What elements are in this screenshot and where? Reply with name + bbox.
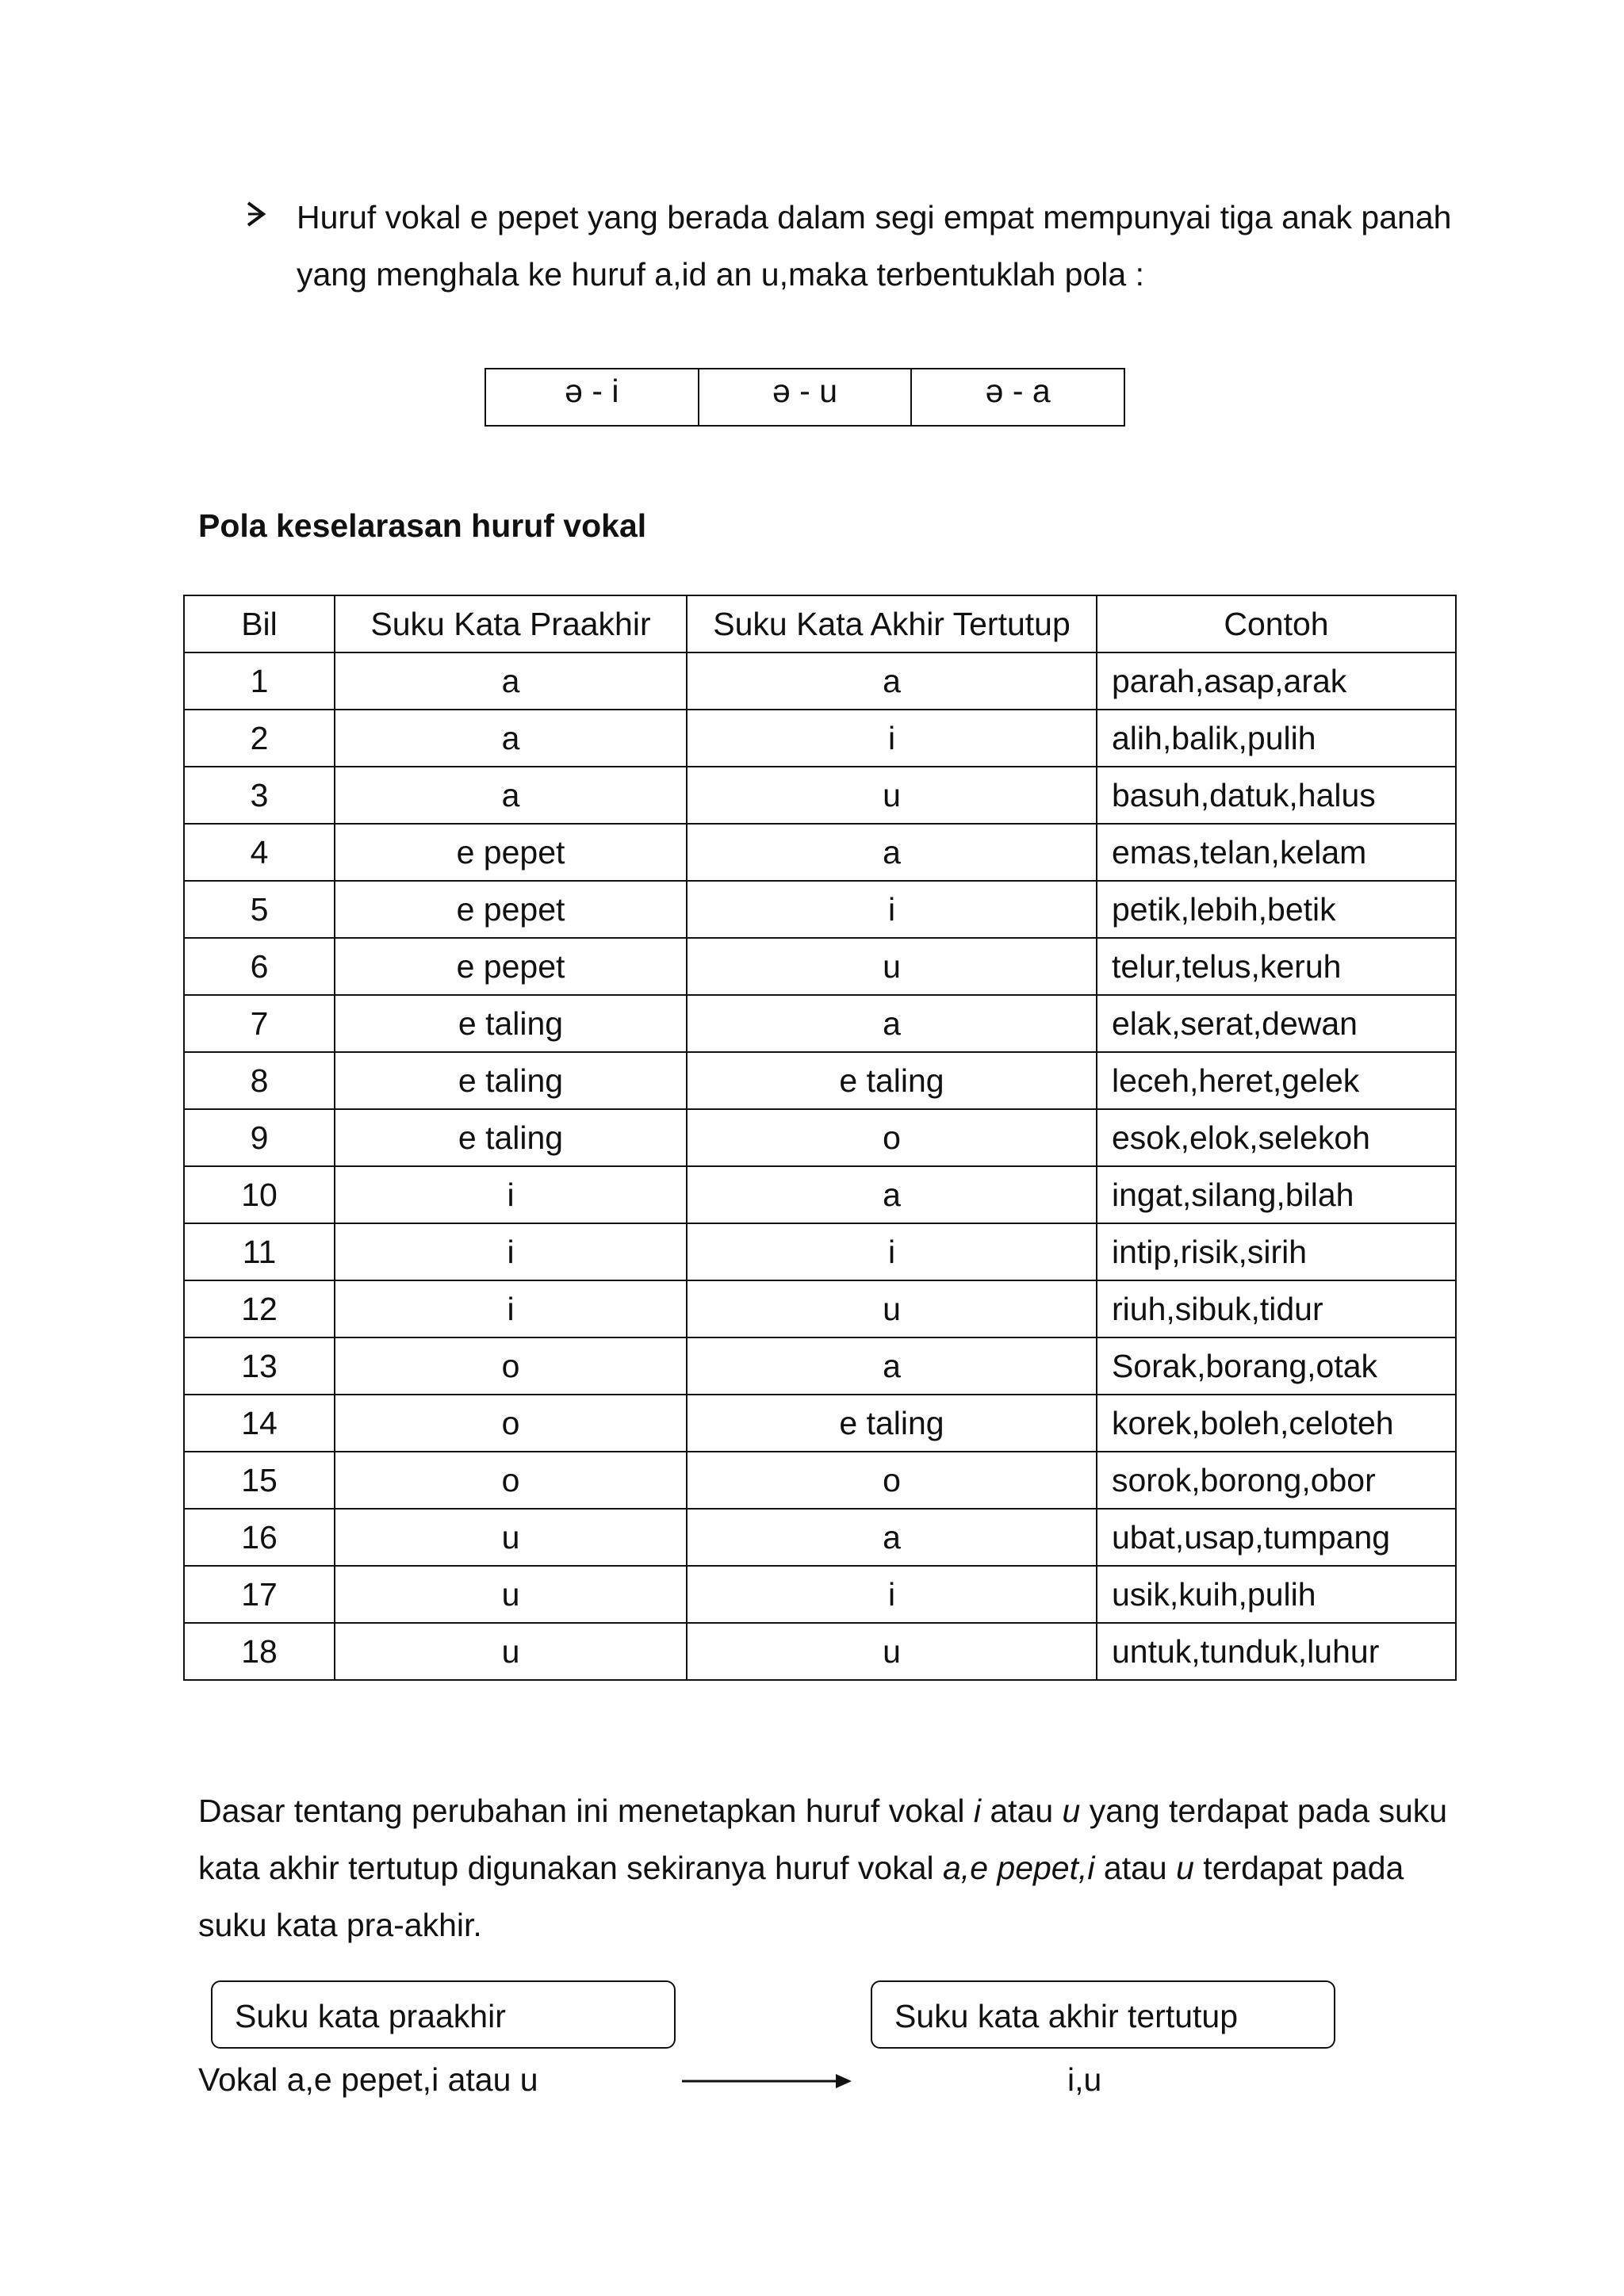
explanation-text: Dasar tentang perubahan ini menetapkan huruf vokal <box>198 1793 974 1829</box>
cell-contoh: riuh,sibuk,tidur <box>1097 1280 1456 1337</box>
cell-contoh: intip,risik,sirih <box>1097 1223 1456 1280</box>
cell-praakhir: e pepet <box>335 824 687 881</box>
cell-contoh: Sorak,borang,otak <box>1097 1337 1456 1395</box>
header-praakhir: Suku Kata Praakhir <box>335 595 687 652</box>
cell-akhir-tertutup: a <box>687 1337 1097 1395</box>
cell-praakhir: a <box>335 652 687 710</box>
explanation-emphasis: a,e pepet,i <box>943 1850 1095 1886</box>
cell-akhir-tertutup: u <box>687 1623 1097 1680</box>
table-row <box>184 1452 1456 1509</box>
explanation-text: atau <box>980 1793 1063 1829</box>
table-row <box>184 1280 1456 1337</box>
pattern-cell: ə - u <box>699 369 912 426</box>
table-row <box>184 1166 1456 1223</box>
header-bil: Bil <box>184 595 335 652</box>
cell-praakhir: i <box>335 1280 687 1337</box>
table-row <box>184 881 1456 938</box>
pattern-cell: ə - a <box>911 369 1124 426</box>
table-header-row <box>184 595 1456 652</box>
explanation-text: atau <box>1094 1850 1177 1886</box>
cell-akhir-tertutup: a <box>687 1166 1097 1223</box>
table-row <box>184 767 1456 824</box>
diagram-label-right: i,u <box>1067 2061 1102 2098</box>
table-row <box>184 824 1456 881</box>
pattern-table <box>485 368 1125 427</box>
cell-contoh: korek,boleh,celoteh <box>1097 1395 1456 1452</box>
cell-akhir-tertutup: u <box>687 938 1097 995</box>
cell-akhir-tertutup: a <box>687 824 1097 881</box>
cell-akhir-tertutup: a <box>687 652 1097 710</box>
table-row <box>184 652 1456 710</box>
cell-contoh: sorok,borong,obor <box>1097 1452 1456 1509</box>
table-row <box>184 995 1456 1052</box>
cell-contoh: alih,balik,pulih <box>1097 710 1456 767</box>
cell-contoh: petik,lebih,betik <box>1097 881 1456 938</box>
vowel-harmony-table <box>183 595 1457 1681</box>
header-contoh: Contoh <box>1097 595 1456 652</box>
diagram-box-praakhir: Suku kata praakhir <box>211 1980 676 2049</box>
explanation-emphasis: u <box>1176 1850 1194 1886</box>
cell-bil: 8 <box>184 1052 335 1109</box>
cell-praakhir: e pepet <box>335 938 687 995</box>
header-akhir-tertutup: Suku Kata Akhir Tertutup <box>687 595 1097 652</box>
cell-akhir-tertutup: i <box>687 1223 1097 1280</box>
table-row <box>184 1052 1456 1109</box>
cell-bil: 10 <box>184 1166 335 1223</box>
cell-praakhir: o <box>335 1337 687 1395</box>
cell-bil: 12 <box>184 1280 335 1337</box>
table-row <box>184 1566 1456 1623</box>
cell-bil: 5 <box>184 881 335 938</box>
cell-bil: 17 <box>184 1566 335 1623</box>
cell-contoh: parah,asap,arak <box>1097 652 1456 710</box>
cell-contoh: leceh,heret,gelek <box>1097 1052 1456 1109</box>
cell-praakhir: a <box>335 710 687 767</box>
cell-bil: 14 <box>184 1395 335 1452</box>
cell-praakhir: i <box>335 1166 687 1223</box>
explanation-emphasis: i <box>973 1793 981 1829</box>
cell-praakhir: i <box>335 1223 687 1280</box>
cell-bil: 2 <box>184 710 335 767</box>
table-row <box>184 1337 1456 1395</box>
cell-bil: 11 <box>184 1223 335 1280</box>
cell-praakhir: o <box>335 1395 687 1452</box>
cell-akhir-tertutup: o <box>687 1109 1097 1166</box>
cell-contoh: emas,telan,kelam <box>1097 824 1456 881</box>
cell-praakhir: e pepet <box>335 881 687 938</box>
cell-praakhir: a <box>335 767 687 824</box>
cell-bil: 6 <box>184 938 335 995</box>
cell-bil: 13 <box>184 1337 335 1395</box>
explanation-paragraph <box>198 1782 1467 1954</box>
table-row <box>184 1223 1456 1280</box>
cell-bil: 15 <box>184 1452 335 1509</box>
explanation-emphasis: u <box>1062 1793 1081 1829</box>
cell-praakhir: o <box>335 1452 687 1509</box>
cell-akhir-tertutup: u <box>687 767 1097 824</box>
cell-contoh: elak,serat,dewan <box>1097 995 1456 1052</box>
cell-contoh: ubat,usap,tumpang <box>1097 1509 1456 1566</box>
section-heading: Pola keselarasan huruf vokal <box>198 507 647 544</box>
cell-akhir-tertutup: i <box>687 710 1097 767</box>
diagram-box-akhir-tertutup: Suku kata akhir tertutup <box>871 1980 1335 2049</box>
table-row <box>184 1395 1456 1452</box>
cell-praakhir: u <box>335 1566 687 1623</box>
cell-bil: 16 <box>184 1509 335 1566</box>
cell-akhir-tertutup: e taling <box>687 1395 1097 1452</box>
cell-akhir-tertutup: a <box>687 995 1097 1052</box>
explanation-text: yang terdapat pada suku kata akhir tertutup digunakan sekiranya huruf vokal <box>198 1793 1448 1886</box>
cell-bil: 7 <box>184 995 335 1052</box>
cell-contoh: ingat,silang,bilah <box>1097 1166 1456 1223</box>
cell-bil: 1 <box>184 652 335 710</box>
cell-praakhir: u <box>335 1509 687 1566</box>
cell-praakhir: e taling <box>335 995 687 1052</box>
cell-contoh: untuk,tunduk,luhur <box>1097 1623 1456 1680</box>
cell-akhir-tertutup: o <box>687 1452 1097 1509</box>
table-row <box>184 1623 1456 1680</box>
cell-akhir-tertutup: i <box>687 881 1097 938</box>
cell-praakhir: e taling <box>335 1052 687 1109</box>
table-row <box>184 710 1456 767</box>
table-row <box>184 1109 1456 1166</box>
table-row <box>184 1509 1456 1566</box>
pattern-cell: ə - i <box>485 369 699 426</box>
table-row <box>184 938 1456 995</box>
cell-praakhir: u <box>335 1623 687 1680</box>
bullet-arrow-icon <box>246 198 266 230</box>
cell-contoh: telur,telus,keruh <box>1097 938 1456 995</box>
cell-contoh: basuh,datuk,halus <box>1097 767 1456 824</box>
explanation-text: terdapat pada suku kata pra-akhir. <box>198 1850 1404 1943</box>
cell-akhir-tertutup: i <box>687 1566 1097 1623</box>
cell-contoh: esok,elok,selekoh <box>1097 1109 1456 1166</box>
diagram-label-left: Vokal a,e pepet,i atau u <box>198 2061 538 2098</box>
cell-bil: 4 <box>184 824 335 881</box>
cell-bil: 18 <box>184 1623 335 1680</box>
intro-paragraph: Huruf vokal e pepet yang berada dalam segi empat mempunyai tiga anak panah yang menghala ke huruf a,id an u,maka terbentuklah pola : <box>297 199 1452 293</box>
cell-praakhir: e taling <box>335 1109 687 1166</box>
cell-akhir-tertutup: a <box>687 1509 1097 1566</box>
cell-contoh: usik,kuih,pulih <box>1097 1566 1456 1623</box>
cell-akhir-tertutup: u <box>687 1280 1097 1337</box>
cell-bil: 9 <box>184 1109 335 1166</box>
cell-bil: 3 <box>184 767 335 824</box>
cell-akhir-tertutup: e taling <box>687 1052 1097 1109</box>
right-arrow-icon <box>682 2069 853 2093</box>
